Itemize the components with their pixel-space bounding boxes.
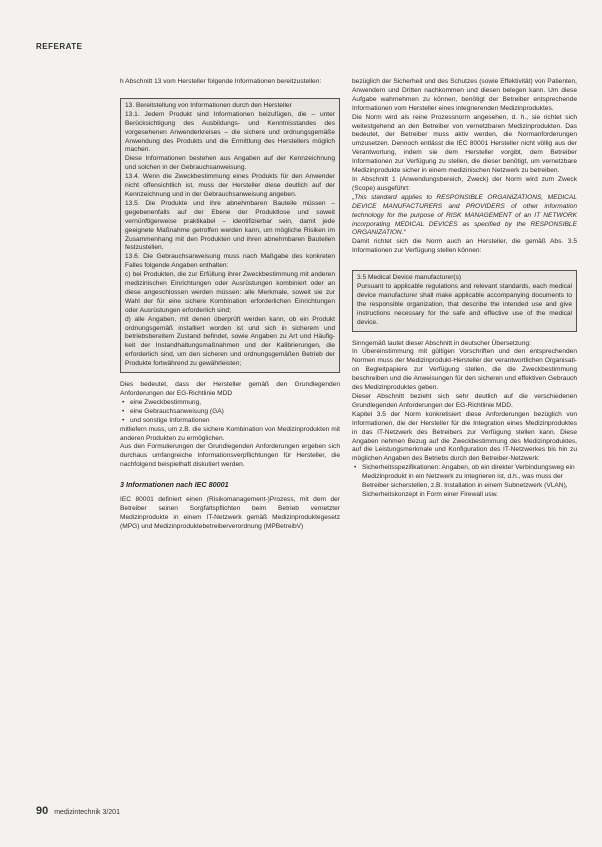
right-paragraph-6: In Übereinstimmung mit gültigen Vorschriften und den entsprechenden Normen muss der Medizinprodukt-Hersteller der verantwortlichen Organisation Begleitpapiere zur Verfügung stellen, die die Zweckbestimmung beschreiben und die Anweisungen für den sicheren und effektiven Gebrauch des Medizinproduktes geben. bbox=[352, 348, 577, 392]
box-paragraph: 13.5. Die Produkte und ihre abnehmbaren Bauteile müssen – gegebenenfalls auf der Ebene der Produktlose und soweit vernünftigerweise praktikabel – identifizierbar sein, damit jede geeignete Maßnahme getroffen werden kann, um mögliche Risiken im Zusammenhang mit den Produkten und ihren abnehmbaren Bauteilen festzustellen. bbox=[125, 199, 335, 252]
section-text: IEC 80001 definiert einen (Risikomanagement-)Prozess, mit dem der Betreiber seinen Sorgfaltspflichten beim Betrieb vernetzter Medizinprodukte in einem IT-Netzwerk gemäß Medizinproduktegesetz (MPG) und Medizinproduktebetreiberverordnung (MPBetreibV) bbox=[120, 496, 340, 530]
box-paragraph: 13.4. Wenn die Zweckbestimmung eines Produkts für den Anwender nicht offensichtlich ist, muss der Hersteller diese deutlich auf der Kennzeichnung und in der Gebrauchsanweisung angeben. bbox=[125, 173, 335, 198]
quote-box-iec bbox=[352, 270, 577, 331]
right-paragraph-3: In Abschnitt 1 (Anwendungsbereich, Zweck) der Norm wird zum Zweck (Scope) ausgeführt: bbox=[352, 175, 577, 192]
journal-name: medizintechnik 3/201 bbox=[54, 809, 120, 816]
left-intro: h Abschnitt 13 vom Hersteller folgende Informationen bereitzustellen: bbox=[120, 78, 322, 85]
requirements-list bbox=[120, 399, 340, 426]
list-item: • und sonstige Informationen bbox=[130, 417, 340, 426]
right-paragraph-5: Sinngemäß lautet dieser Abschnitt in deutscher Übersetzung: bbox=[352, 339, 531, 347]
left-after-bullets: mitliefern muss, um z.B. die sichere Kombination von Medizinprodukten mit anderen Produkten zu ermöglichen. bbox=[120, 425, 340, 442]
left-column bbox=[120, 78, 340, 532]
box-paragraph: Pursuant to applicable regulations and relevant standards, each medical device manufacturer shall make applicable accompanying documents to the responsible organization, that describe the intended use and give instructions necessary for the safe and effective use of the medical device. bbox=[357, 283, 572, 326]
right-paragraph-8: Kapitel 3.5 der Norm konkretisiert diese Anforderungen bezüglich von Informationen, die der Hersteller für die Integration eines Medizinproduktes in das IT-Netzwerk des Betreibers zur Verfügung stellen kann. Diese Angaben nehmen Bezug auf die Zweckbestimmung des Medizinproduktes, auf die Leistungsmerkmale und Konfiguration des IT-Netzwerkes bis hin zu möglichen Angaben des Betriebs durch den Betreiber-Netzwerk: bbox=[352, 410, 577, 463]
box-title: 3.5 Medical Device manufacturer(s) bbox=[357, 274, 462, 282]
box-title: 13. Bereitstellung von Informationen durch den Hersteller bbox=[125, 101, 292, 109]
right-column bbox=[352, 78, 577, 500]
page-number: 90 bbox=[36, 805, 49, 817]
list-item: • eine Gebrauchsanweisung (GA) bbox=[130, 408, 340, 417]
box-paragraph: 13.6. Die Gebrauchsanweisung muss nach Maßgabe des konkreten Falles folgende Angaben enthalten: bbox=[125, 253, 335, 270]
list-item: • Sicherheitsspezifikationen: Angaben, ob ein direkter Verbindungsweg ein Medizinprodukt in ein Netzwerk zu integrieren ist, d.h., was muss der Betreiber sicherstellen, z.B. Installation in einem Subnetzwerk (VLAN), Sicherheitskonzept in Form einer Firewall usw. bbox=[362, 464, 577, 500]
quote-box-mdd bbox=[120, 98, 340, 373]
list-item: • eine Zweckbestimmung, bbox=[130, 399, 340, 408]
right-paragraph-2: Die Norm wird als reine Prozessnorm angesehen, d. h., sie richtet sich weitestgehend an den Betreiber von vernetzbaren Medizinprodukten. Das bedeutet, der Betreiber muss aktiv werden, die Normanforderungen umzusetzen. Dennoch entlässt die IEC 80001 Hersteller nicht völlig aus der Verantwortung, indem sie dem Hersteller vorgibt, dem Betreiber Informationen zur Verfügung zu stellen, die dieser benötigt, um vernetzbare Medizinprodukte sicher in einem medizinischen Netzwerk zu betreiben. bbox=[352, 113, 577, 175]
right-paragraph-7: Dieser Abschnitt bezieht sich sehr deutlich auf die verschiedenen Grundlegenden Anforderungen der EG-Richtlinie MDD. bbox=[352, 393, 577, 409]
scope-quote: „This standard applies to RESPONSIBLE ORGANIZATIONS, MEDICAL DEVICE MANUFACTURERS and PROVIDERS of other information technology for the purpose of RISK MANAGEMENT of an IT NETWORK incorporating MEDICAL DEVICES as specified by the RESPONSIBLE ORGANIZATION.“ bbox=[352, 193, 577, 237]
box-paragraph: 13.1. Jedem Produkt sind Informationen beizufügen, die – unter Berücksichtigung des Ausbildungs- und Kenntnisstandes des vorgesehenen Anwenderkreises – die sichere und ordnungsgemäße Anwendung des Produkts und die Ermittlung des Herstellers möglich machen. bbox=[125, 110, 335, 154]
right-paragraph-4: Damit richtet sich die Norm auch an Hersteller, die gemäß Abs. 3.5 Informationen zur Verfügung stellen können: bbox=[352, 238, 577, 255]
box-paragraph: d) alle Angaben, mit denen überprüft werden kann, ob ein Produkt ordnungsgemäß installiert worden ist und sich in sicherem und betriebsbereitem Zustand befindet, sowie Angaben zu Art und Häufigkeit der Instandhaltungsmaßnahmen und der Kalibrierungen, die erforderlich sind, um den sicheren und ordnungsgemäßen Betrieb der Produkte fortwährend zu gewährleisten; bbox=[125, 315, 335, 368]
section-heading: 3 Informationen nach IEC 80001 bbox=[120, 480, 229, 490]
right-paragraph-1: bezüglich der Sicherheit und des Schutzes (sowie Effektivität) von Patienten, Anwendern und Dritten nachkommen und diesen belegen kann. Um diese Aufgabe wahrnehmen zu können, benötigt der Betreiber entsprechende Informationen vom Hersteller eines integrierenden Medizinproduktes. bbox=[352, 78, 577, 112]
page-footer bbox=[36, 805, 120, 817]
box-paragraph: Diese Informationen bestehen aus Angaben auf der Kennzeichnung und solchen in der Gebrauchsanweisung. bbox=[125, 155, 335, 172]
left-after-box: Dies bedeutet, dass der Hersteller gemäß den Grundlegenden Anforderungen der EG-Richtlinie MDD bbox=[120, 381, 340, 397]
specification-list bbox=[352, 464, 577, 500]
section-tag: REFERATE bbox=[36, 42, 83, 51]
left-paragraph-2: Aus den Formulierungen der Grundlegenden Anforderungen ergeben sich durchaus umfangreiche Informationsverpflichtungen für Hersteller, die nachfolgend beispielhaft diskutiert werden. bbox=[120, 443, 340, 469]
box-paragraph: c) bei Produkten, die zur Erfüllung ihrer Zweckbestimmung mit anderen medizinischen Einrichtungen oder Ausrüstungen kombiniert oder an diese angeschlossen werden müssen: alle Merkmale, soweit sie zur Wahl der für eine sichere Kombination erforderlichen Einrichtungen oder Ausrüstungen erforderlich sind; bbox=[125, 271, 335, 314]
